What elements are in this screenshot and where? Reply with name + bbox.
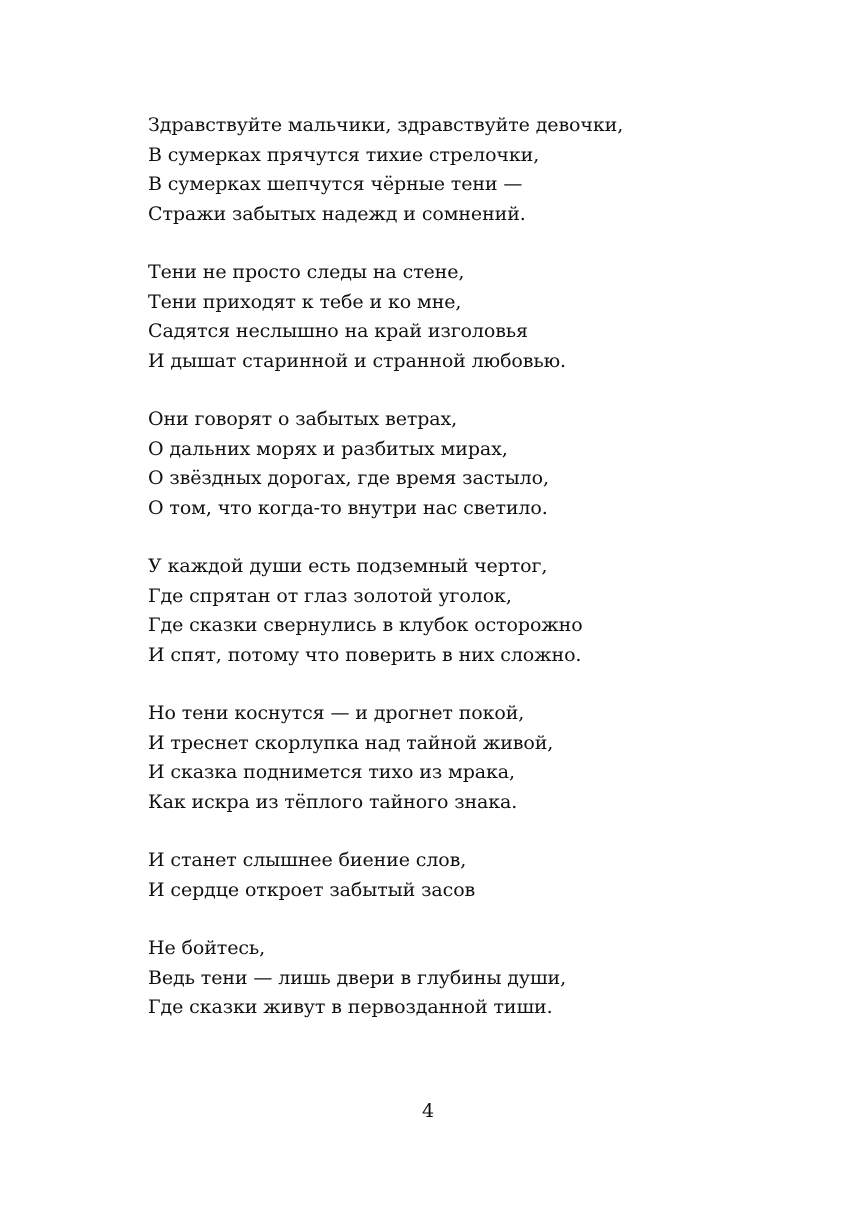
- poem-line: В сумерках прячутся тихие стрелочки,: [148, 143, 540, 166]
- stanza-3: [148, 405, 788, 523]
- poem-line: Тени приходят к тебе и ко мне,: [148, 290, 462, 313]
- poem-line: О том, что когда-то внутри нас светило.: [148, 496, 548, 519]
- stanza-1: [148, 111, 788, 229]
- stanza-5: [148, 699, 788, 817]
- poem-line: Тени не просто следы на стене,: [148, 261, 465, 283]
- poem-line: Где спрятан от глаз золотой уголок,: [148, 584, 512, 607]
- poem-line: И треснет скорлупка над тайной живой,: [148, 731, 554, 754]
- poem-line: О звёздных дорогах, где время застыло,: [148, 467, 549, 489]
- poem-line: Но тени коснутся — и дрогнет покой,: [148, 702, 525, 724]
- poem-line: В сумерках шепчутся чёрные тени —: [148, 173, 523, 195]
- poem-line: О дальних морях и разбитых мирах,: [148, 437, 508, 460]
- stanza-7: [148, 934, 788, 1023]
- poem-line: И сердце откроет забытый засов: [148, 878, 476, 901]
- poem-line: Как искра из тёплого тайного знака.: [148, 790, 518, 813]
- poem-line: У каждой души есть подземный чертог,: [148, 555, 548, 577]
- poem-line: Они говорят о забытых ветрах,: [148, 408, 458, 430]
- poem-line: Где сказки живут в первозданной тиши.: [148, 996, 553, 1018]
- stanza-6: [148, 846, 788, 905]
- poem-line: Садятся неслышно на край изголовья: [148, 320, 528, 342]
- poem-line: Не бойтесь,: [148, 937, 266, 959]
- poem-text: [148, 111, 788, 1052]
- poem-line: Здравствуйте мальчики, здравствуйте девочки,: [148, 114, 624, 136]
- poem-line: Ведь тени — лишь двери в глубины души,: [148, 966, 567, 989]
- poem-line: И сказка поднимется тихо из мрака,: [148, 761, 515, 783]
- stanza-2: [148, 258, 788, 376]
- poem-line: И спят, потому что поверить в них сложно.: [148, 643, 582, 666]
- page-number: 4: [421, 1100, 435, 1122]
- poem-line: И станет слышнее биение слов,: [148, 849, 467, 871]
- poem-line: И дышат старинной и странной любовью.: [148, 349, 566, 372]
- poem-line: Где сказки свернулись в клубок осторожно: [148, 614, 583, 636]
- poem-line: Стражи забытых надежд и сомнений.: [148, 202, 526, 225]
- stanza-4: [148, 552, 788, 670]
